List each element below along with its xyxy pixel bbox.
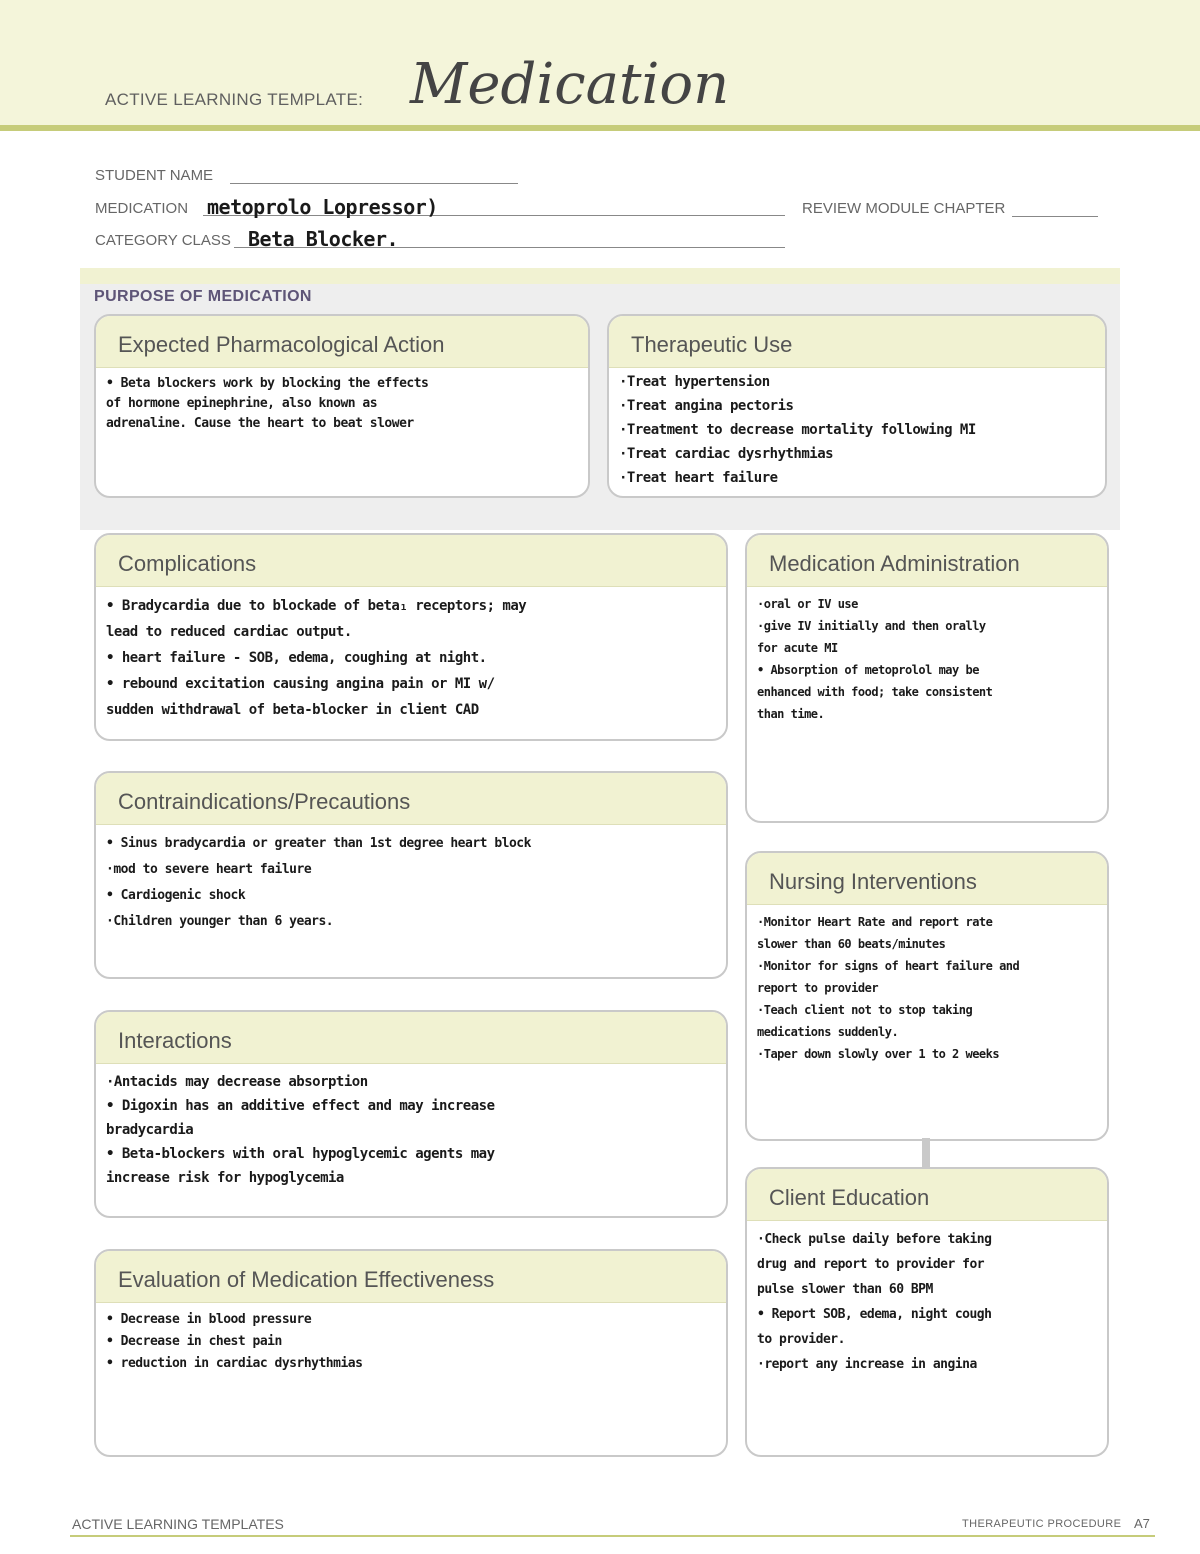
administration-line: than time. [757, 707, 825, 721]
therapeutic-use-line: ·Treatment to decrease mortality following MI [619, 422, 976, 438]
interactions-line: ·Antacids may decrease absorption [106, 1074, 368, 1090]
footer-section: THERAPEUTIC PROCEDURE [962, 1518, 1122, 1530]
medication-label: MEDICATION [95, 200, 189, 217]
contraindications-line: • Sinus bradycardia or greater than 1st degree heart block [106, 836, 531, 851]
nursing-body[interactable] [747, 905, 1107, 1065]
interactions-title: Interactions [96, 1012, 726, 1064]
expected-action-line: • Beta blockers work by blocking the effects [106, 376, 429, 391]
client-education-line: drug and report to provider for [757, 1257, 985, 1272]
category-class-value: Beta Blocker. [248, 227, 399, 251]
nursing-line: slower than 60 beats/minutes [757, 937, 946, 951]
evaluation-body[interactable] [96, 1303, 726, 1375]
medication-field[interactable] [203, 195, 785, 219]
client-education-line: to provider. [757, 1332, 845, 1347]
evaluation-card [94, 1249, 728, 1457]
complications-line: sudden withdrawal of beta-blocker in client CAD [106, 702, 479, 718]
client-education-line: pulse slower than 60 BPM [757, 1282, 933, 1297]
student-name-field[interactable] [230, 163, 518, 184]
complications-line: • rebound excitation causing angina pain or MI w/ [106, 676, 495, 692]
category-class-label: CATEGORY CLASS [95, 232, 231, 249]
contraindications-card [94, 771, 728, 979]
contraindications-line: ·mod to severe heart failure [106, 862, 312, 877]
complications-line: lead to reduced cardiac output. [106, 624, 352, 640]
interactions-line: • Digoxin has an additive effect and may increase [106, 1098, 495, 1114]
administration-line: • Absorption of metoprolol may be [757, 663, 979, 677]
connector-bar [922, 1138, 930, 1168]
client-education-title: Client Education [747, 1169, 1107, 1221]
expected-action-body[interactable] [96, 368, 588, 434]
client-education-card [745, 1167, 1109, 1457]
page-number: A7 [1134, 1516, 1150, 1531]
administration-line: ·give IV initially and then orally [757, 619, 986, 633]
therapeutic-use-title: Therapeutic Use [609, 316, 1105, 368]
interactions-line: increase risk for hypoglycemia [106, 1170, 344, 1186]
review-module-label: REVIEW MODULE CHAPTER [802, 200, 1006, 217]
therapeutic-use-line: ·Treat cardiac dysrhythmias [619, 446, 834, 462]
evaluation-title: Evaluation of Medication Effectiveness [96, 1251, 726, 1303]
nursing-line: ·Teach client not to stop taking [757, 1003, 973, 1017]
nursing-title: Nursing Interventions [747, 853, 1107, 905]
expected-action-line: adrenaline. Cause the heart to beat slower [106, 416, 414, 431]
nursing-card [745, 851, 1109, 1141]
medication-value: metoprolo Lopressor) [207, 195, 438, 219]
client-education-line: ·report any increase in angina [757, 1357, 977, 1372]
expected-action-line: of hormone epinephrine, also known as [106, 396, 378, 411]
administration-body[interactable] [747, 587, 1107, 725]
expected-action-card [94, 314, 590, 498]
interactions-line: • Beta-blockers with oral hypoglycemic agents may [106, 1146, 495, 1162]
evaluation-line: • Decrease in chest pain [106, 1334, 282, 1349]
client-education-line: ·Check pulse daily before taking [757, 1232, 992, 1247]
review-module-field[interactable] [1012, 196, 1098, 217]
administration-card [745, 533, 1109, 823]
student-name-label: STUDENT NAME [95, 167, 214, 184]
administration-line: for acute MI [757, 641, 838, 655]
complications-title: Complications [96, 535, 726, 587]
page-title: Medication [410, 52, 730, 117]
client-education-line: • Report SOB, edema, night cough [757, 1307, 992, 1322]
administration-line: ·oral or IV use [757, 597, 858, 611]
nursing-line: ·Taper down slowly over 1 to 2 weeks [757, 1047, 1000, 1061]
nursing-line: report to provider [757, 981, 879, 995]
nursing-line: ·Monitor for signs of heart failure and [757, 959, 1020, 973]
therapeutic-use-line: ·Treat hypertension [619, 374, 770, 390]
therapeutic-use-line: ·Treat angina pectoris [619, 398, 794, 414]
template-label: ACTIVE LEARNING TEMPLATE: [105, 90, 364, 109]
evaluation-line: • Decrease in blood pressure [106, 1312, 312, 1327]
therapeutic-use-body[interactable] [609, 368, 1105, 490]
contraindications-body[interactable] [96, 825, 726, 935]
purpose-label: PURPOSE OF MEDICATION [94, 288, 312, 305]
client-education-body[interactable] [747, 1221, 1107, 1377]
expected-action-title: Expected Pharmacological Action [96, 316, 588, 368]
interactions-card [94, 1010, 728, 1218]
contraindications-line: ·Children younger than 6 years. [106, 914, 334, 929]
complications-line: • heart failure - SOB, edema, coughing at night. [106, 650, 487, 666]
therapeutic-use-line: ·Treat heart failure [619, 470, 778, 486]
nursing-line: ·Monitor Heart Rate and report rate [757, 915, 993, 929]
contraindications-line: • Cardiogenic shock [106, 888, 246, 903]
interactions-line: bradycardia [106, 1122, 194, 1138]
contraindications-title: Contraindications/Precautions [96, 773, 726, 825]
complications-line: • Bradycardia due to blockade of beta₁ receptors; may [106, 598, 527, 614]
complications-body[interactable] [96, 587, 726, 723]
administration-title: Medication Administration [747, 535, 1107, 587]
administration-line: enhanced with food; take consistent [757, 685, 993, 699]
footer-title: ACTIVE LEARNING TEMPLATES [72, 1516, 284, 1532]
therapeutic-use-card [607, 314, 1107, 498]
footer-rule [70, 1535, 1155, 1537]
nursing-line: medications suddenly. [757, 1025, 899, 1039]
evaluation-line: • reduction in cardiac dysrhythmias [106, 1356, 363, 1371]
complications-card [94, 533, 728, 741]
interactions-body[interactable] [96, 1064, 726, 1190]
category-class-field[interactable] [234, 227, 785, 251]
